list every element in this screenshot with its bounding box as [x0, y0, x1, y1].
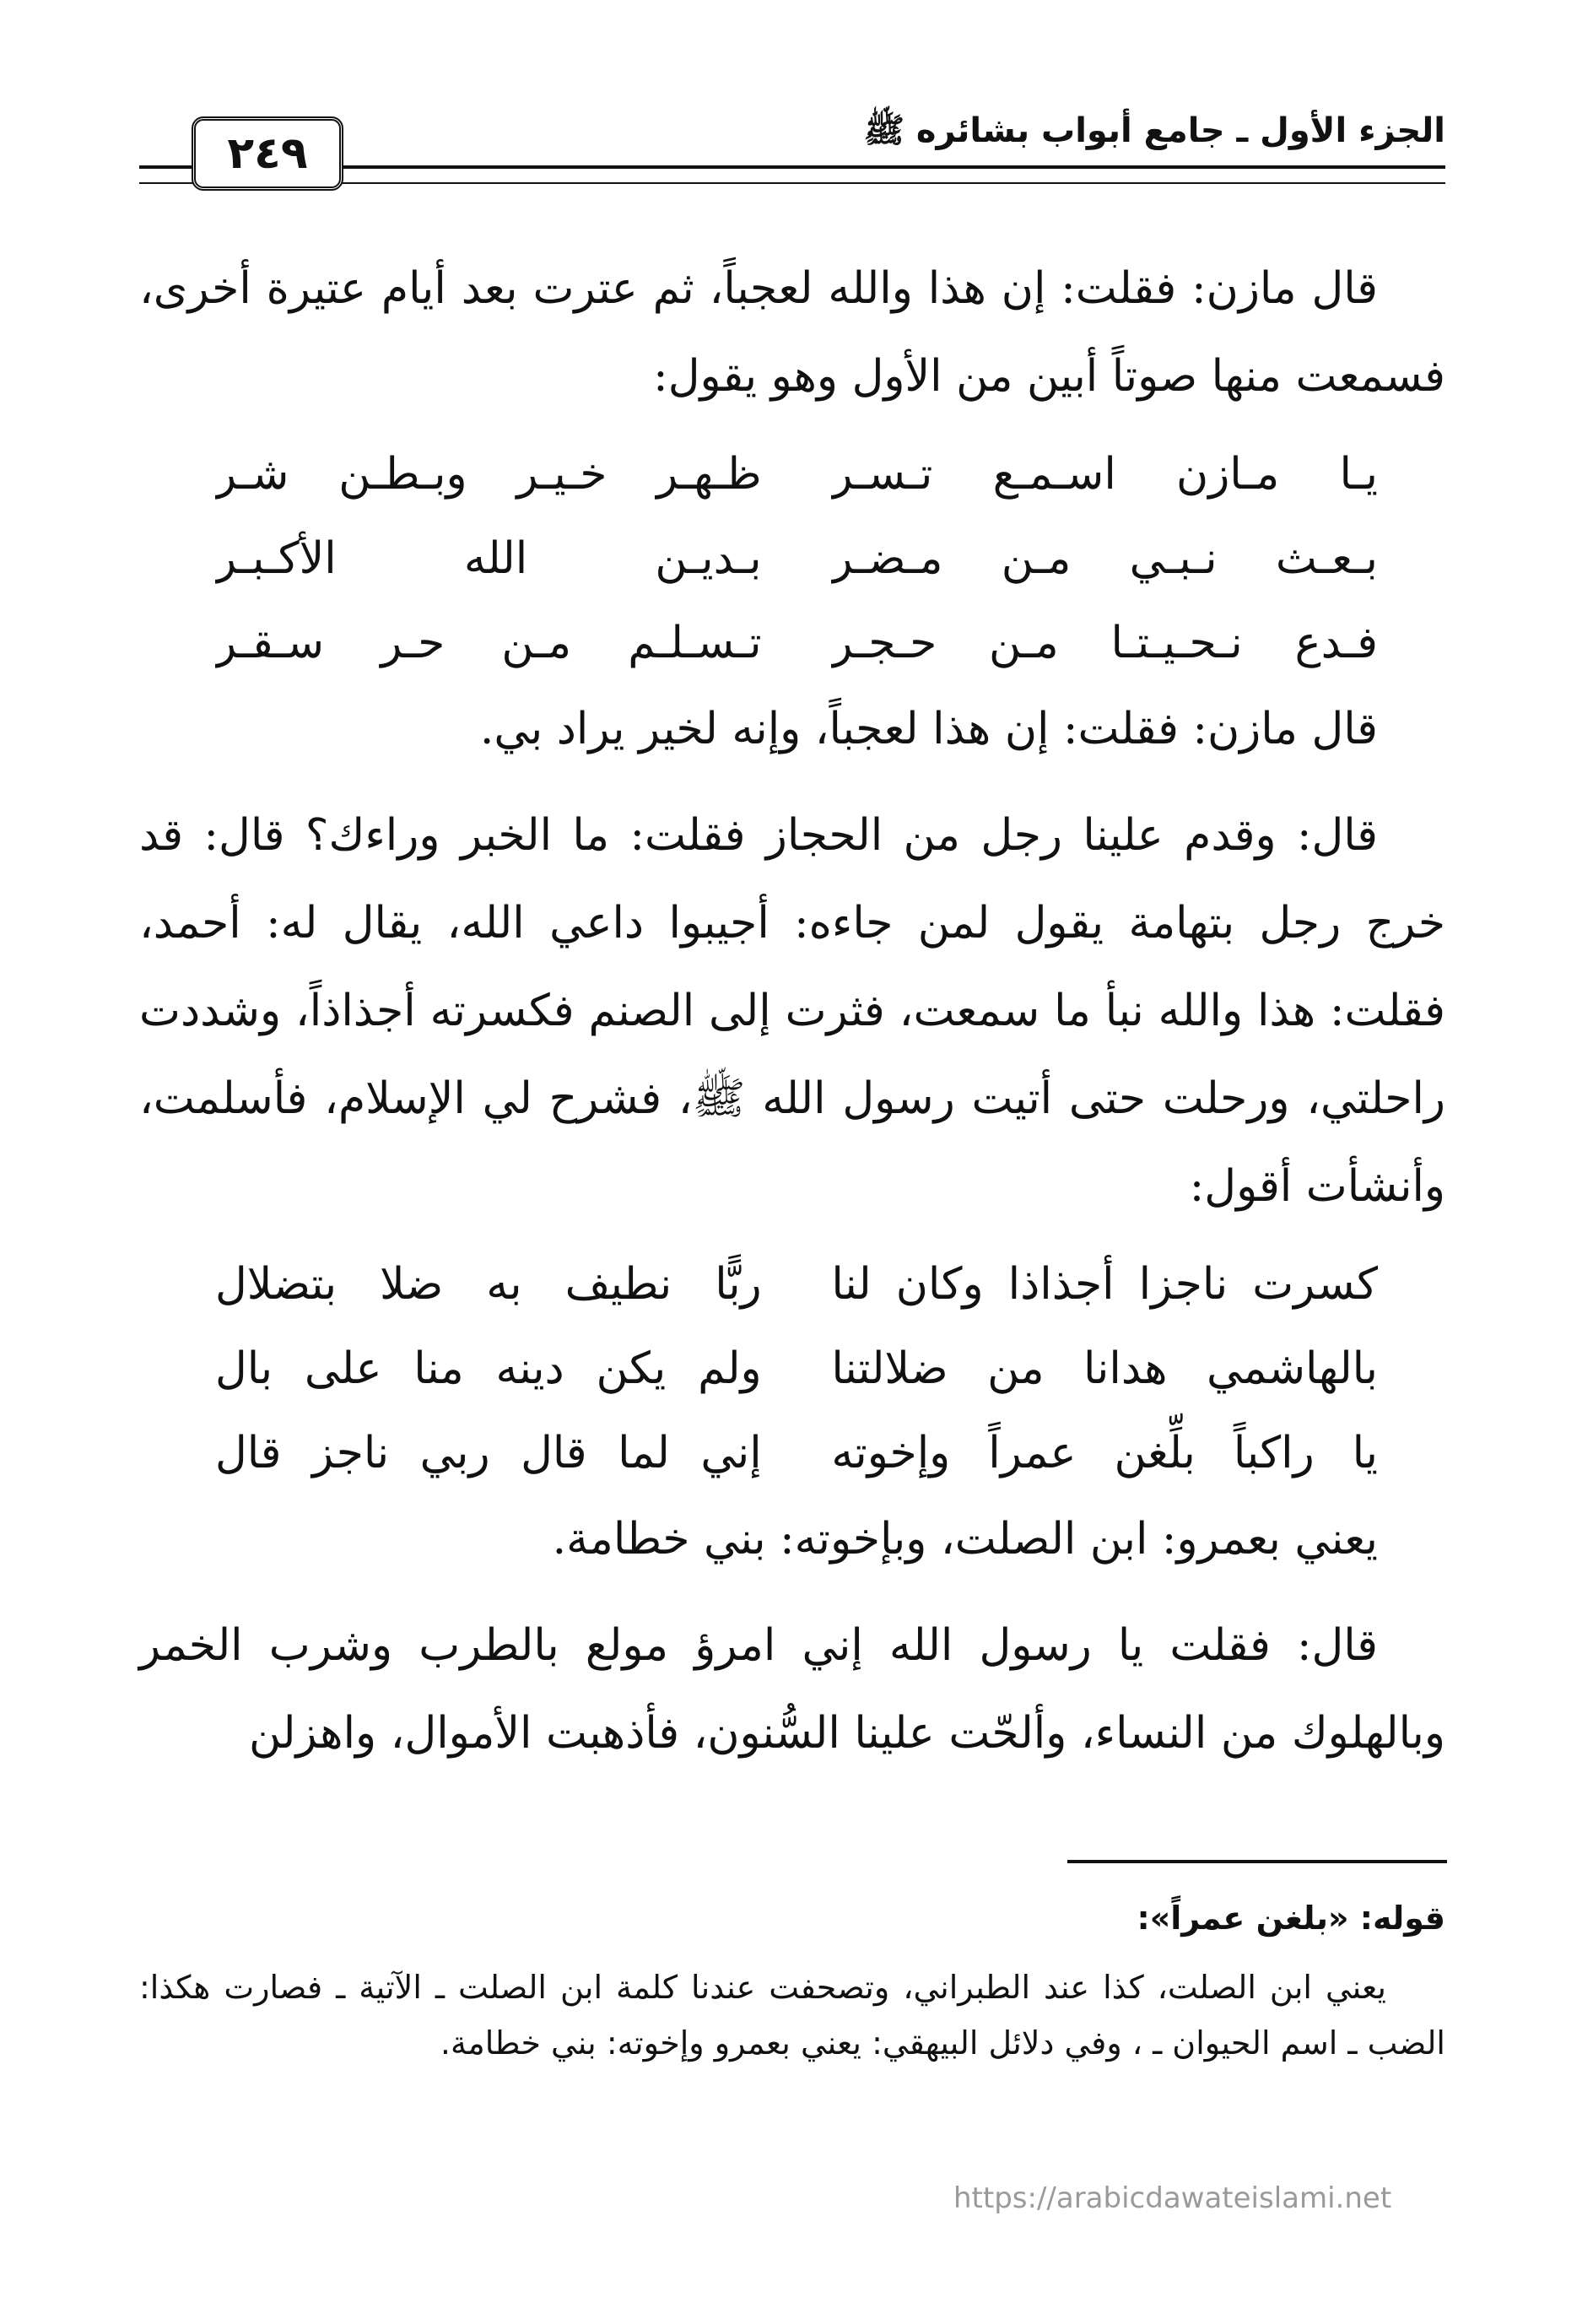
poem-1: [139, 432, 1445, 685]
verse-second-half: ربًّا نطيف به ضلا بتضلال: [215, 1259, 762, 1310]
verse-first-half: بالهاشمي هدانا من ضلالتنا: [831, 1343, 1378, 1394]
verse-first-half: كسرت ناجزا أجذاذا وكان لنا: [831, 1259, 1378, 1310]
page-header: [139, 101, 1445, 203]
footnote-heading: قوله: «بلغن عمراً»:: [1137, 1900, 1445, 1937]
verse-first-half: بـعـث نـبـي مـن مـضـر: [831, 533, 1378, 584]
footnote-text: يعني ابن الصلت، كذا عند الطبراني، وتصحفت عندنا كلمة ابن الصلت ـ الآتية ـ فصارت هكذا: الضب ـ اسم الحيوان ـ ، وفي دلائل البيهقي: يعني بعمرو وإخوته: بني خطامة.: [139, 1969, 1445, 2062]
poem-2: [139, 1242, 1445, 1495]
running-title: الجزء الأول ـ جامع أبواب بشائره ﷺ: [863, 111, 1445, 150]
poem-1-verse: [215, 516, 1378, 601]
poem-2-verse: [215, 1242, 1378, 1327]
verse-second-half: بـديـن الله الأكـبـر: [215, 533, 762, 584]
watermark-url: https://arabicdawateislami.net: [953, 2181, 1392, 2215]
paragraph-4: يعني بعمرو: ابن الصلت، وبإخوته: بني خطامة.: [552, 1514, 1378, 1565]
footnote-separator: [1067, 1860, 1447, 1863]
paragraph-1: قال مازن: فقلت: إن هذا والله لعجباً، ثم عترت بعد أيام عتيرة أخرى، فسمعت منها صوتاً أبين من الأول وهو يقول:: [139, 263, 1445, 402]
verse-second-half: تـسـلـم مـن حـر سـقـر: [215, 618, 762, 668]
paragraph-3: قال: وقدم علينا رجل من الحجاز فقلت: ما الخبر وراءك؟ قال: قد خرج رجل بتهامة يقول لمن جاءه: أجيبوا داعي الله، يقال له: أحمد، فقلت: هذا والله نبأ ما سمعت، فثرت إلى الصنم فكسرته أجذاذاً، وشددت راحلتي، ورحلت حتى أتيت رسول الله ﷺ، فشرح لي الإسلام، فأسلمت، وأنشأت أقول:: [139, 810, 1445, 1212]
poem-2-verse: [215, 1327, 1378, 1411]
paragraph-5: قال: فقلت يا رسول الله إني امرؤ مولع بالطرب وشرب الخمر وبالهلوك من النساء، وألحّت علينا السُّنون، فأذهبت الأموال، واهزلن: [139, 1620, 1445, 1759]
verse-first-half: فـدع نـحـيـتـا مـن حـجـر: [831, 618, 1378, 668]
poem-1-verse: [215, 601, 1378, 685]
verse-second-half: ظـهـر خـيـر وبـطـن شـر: [215, 449, 762, 500]
poem-1-verse: [215, 432, 1378, 516]
paragraph-2: قال مازن: فقلت: إن هذا لعجباً، وإنه لخير يراد بي.: [479, 704, 1378, 754]
main-text: [139, 245, 1445, 1777]
verse-first-half: يا راكباً بلِّغن عمراً وإخوته: [831, 1428, 1378, 1478]
poem-2-verse: [215, 1411, 1378, 1495]
verse-second-half: ولم يكن دينه منا على بال: [215, 1343, 762, 1394]
verse-second-half: إني لما قال ربي ناجز قال: [215, 1428, 762, 1478]
page-number: ٢٤٩: [192, 116, 343, 191]
footnotes: [139, 1890, 1445, 2071]
verse-first-half: يـا مـازن اسـمـع تـسـر: [831, 449, 1378, 500]
